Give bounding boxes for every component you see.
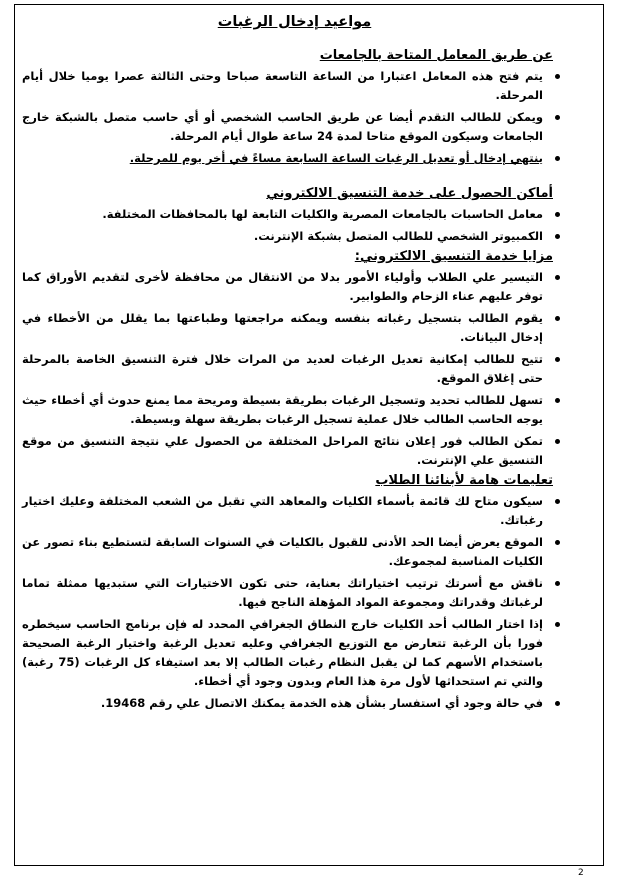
section-heading-advantages: مزايا خدمة التنسيق الالكتروني: (354, 249, 553, 264)
section-heading-instructions: تعليمات هامة لأبنائنا الطلاب (375, 473, 553, 488)
section-heading-labs: عن طريق المعامل المتاحة بالجامعات (319, 48, 553, 63)
list-item: يتم فتح هذه المعامل اعتبارا من الساعة التاسعة صباحا وحتى الثالثة عصرا يوميا خلال أيام المرحلة. (22, 67, 543, 105)
list-locations (22, 205, 567, 246)
list-labs (22, 67, 567, 168)
list-advantages (22, 268, 567, 470)
page-title: مواعيد إدخال الرغبات (217, 14, 372, 30)
list-item: ناقش مع أسرتك ترتيب اختياراتك بعناية، حتى تكون الاختيارات التي ستبديها ممثلة تماما لرغباتك وقدراتك ومجموعة المواد المؤهلة الناجح فيها. (22, 574, 543, 612)
list-item: تسهل للطالب تحديد وتسجيل الرغبات بطريقة بسيطة ومريحة مما يمنع حدوث أي أخطاء حيث يوجه الحاسب الطالب خلال عملية تسجيل الرغبات بطريقة سهلة وبسيطة. (22, 391, 543, 429)
document-body (22, 8, 567, 716)
list-item: تتيح للطالب إمكانية تعديل الرغبات لعديد من المرات خلال فترة التنسيق الخاصة بالمرحلة حتى إغلاق الموقع. (22, 350, 543, 388)
list-item: الموقع يعرض أيضا الحد الأدنى للقبول بالكليات في السنوات السابقة لتستطيع بناء تصور عن الكليات المناسبة لمجموعك. (22, 533, 543, 571)
list-item: تمكن الطالب فور إعلان نتائج المراحل المختلفة من الحصول علي نتيجة التنسيق من موقع التنسيق علي الإنترنت. (22, 432, 543, 470)
list-item: يقوم الطالب بتسجيل رغباته بنفسه ويمكنه مراجعتها وطباعتها بما يقلل من الأخطاء في إدخال البيانات. (22, 309, 543, 347)
list-instructions (22, 492, 567, 713)
page-number: 2 (578, 868, 584, 878)
list-item: سيكون متاح لك قائمة بأسماء الكليات والمعاهد التي تقبل من الشعب المختلفة وعليك اختيار رغباتك. (22, 492, 543, 530)
list-item: في حالة وجود أي استفسار بشأن هذه الخدمة يمكنك الاتصال علي رقم 19468. (22, 694, 543, 713)
list-item: معامل الحاسبات بالجامعات المصرية والكليات التابعة لها بالمحافظات المختلفة. (22, 205, 543, 224)
list-item (22, 149, 543, 168)
list-item: ويمكن للطالب التقدم أيضا عن طريق الحاسب الشخصي أو أي حاسب متصل بالشبكة خارج الجامعات وسيكون الموقع متاحا لمدة 24 ساعة طوال أيام المرحلة. (22, 108, 543, 146)
list-item: التيسير علي الطلاب وأولياء الأمور بدلا من الانتقال من محافظة لأخرى لتقديم الأوراق كما توفر عليهم عناء الزحام والطوابير. (22, 268, 543, 306)
list-item-text: ينتهي إدخال أو تعديل الرغبات الساعة السابعة مساءً في أخر يوم للمرحلة. (129, 151, 543, 165)
section-heading-locations: أماكن الحصول على خدمة التنسيق الالكتروني (266, 186, 553, 201)
list-item: الكمبيوتر الشخصي للطالب المتصل بشبكة الإنترنت. (22, 227, 543, 246)
list-item: إذا اختار الطالب أحد الكليات خارج النطاق الجغرافي المحدد له فإن برنامج الحاسب سيخطره فورا بأن الرغبة تتعارض مع التوزيع الجغرافي وعليه تعديل الرغبة واختيار الرغبة الصحيحة باستخدام الأسهم كما لن يقبل النظام رغبات الطالب إلا بعد استيفاء كل الرغبات (75 رغبة) والتي تم استحداثها لأول مرة هذا العام وبدون وجود أي أخطاء. (22, 615, 543, 691)
